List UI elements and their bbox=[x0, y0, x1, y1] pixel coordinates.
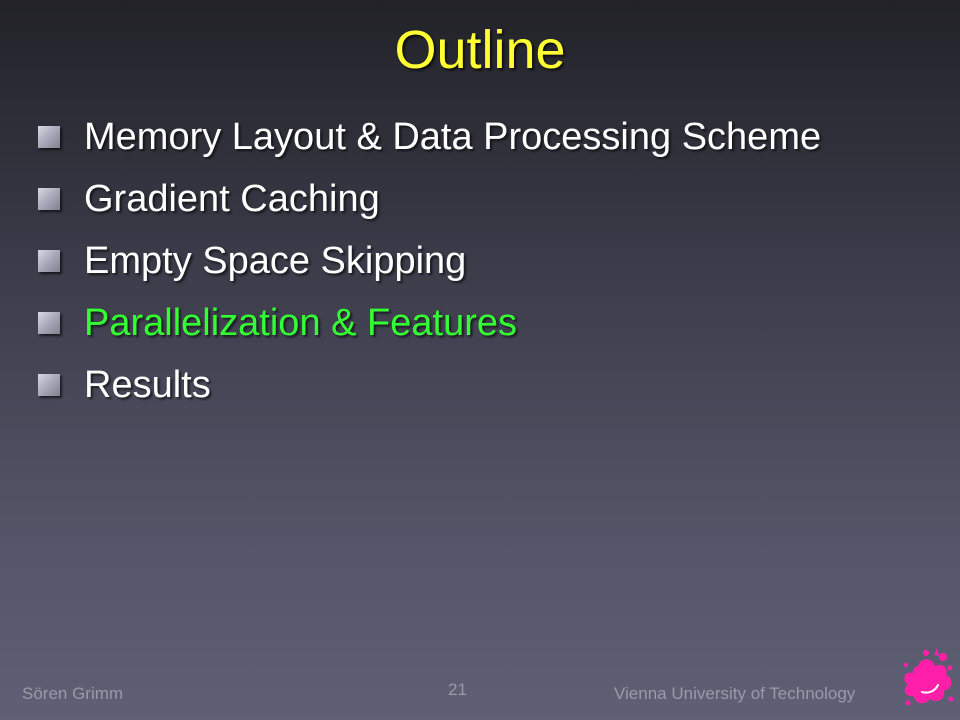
square-bullet-icon bbox=[38, 312, 60, 334]
bullet-text: Results bbox=[84, 363, 211, 406]
square-bullet-icon bbox=[38, 188, 60, 210]
paint-splash-logo-icon bbox=[898, 646, 956, 708]
bullet-item bbox=[38, 168, 821, 230]
bullet-text-active: Parallelization & Features bbox=[84, 301, 517, 344]
footer-institution: Vienna University of Technology bbox=[614, 684, 856, 703]
bullet-text: Gradient Caching bbox=[84, 177, 380, 220]
footer-author: Sören Grimm bbox=[22, 684, 124, 703]
square-bullet-icon bbox=[38, 250, 60, 272]
bullet-item bbox=[38, 230, 821, 292]
slide-title: Outline bbox=[394, 20, 566, 80]
bullet-item-active bbox=[38, 292, 821, 354]
square-bullet-icon bbox=[38, 126, 60, 148]
square-bullet-icon bbox=[38, 374, 60, 396]
bullet-item bbox=[38, 354, 821, 416]
bullet-item bbox=[38, 106, 821, 168]
bullet-list bbox=[38, 106, 821, 416]
bullet-text: Empty Space Skipping bbox=[84, 239, 467, 282]
footer-page-number: 21 bbox=[448, 680, 467, 699]
bullet-text: Memory Layout & Data Processing Scheme bbox=[84, 115, 822, 158]
